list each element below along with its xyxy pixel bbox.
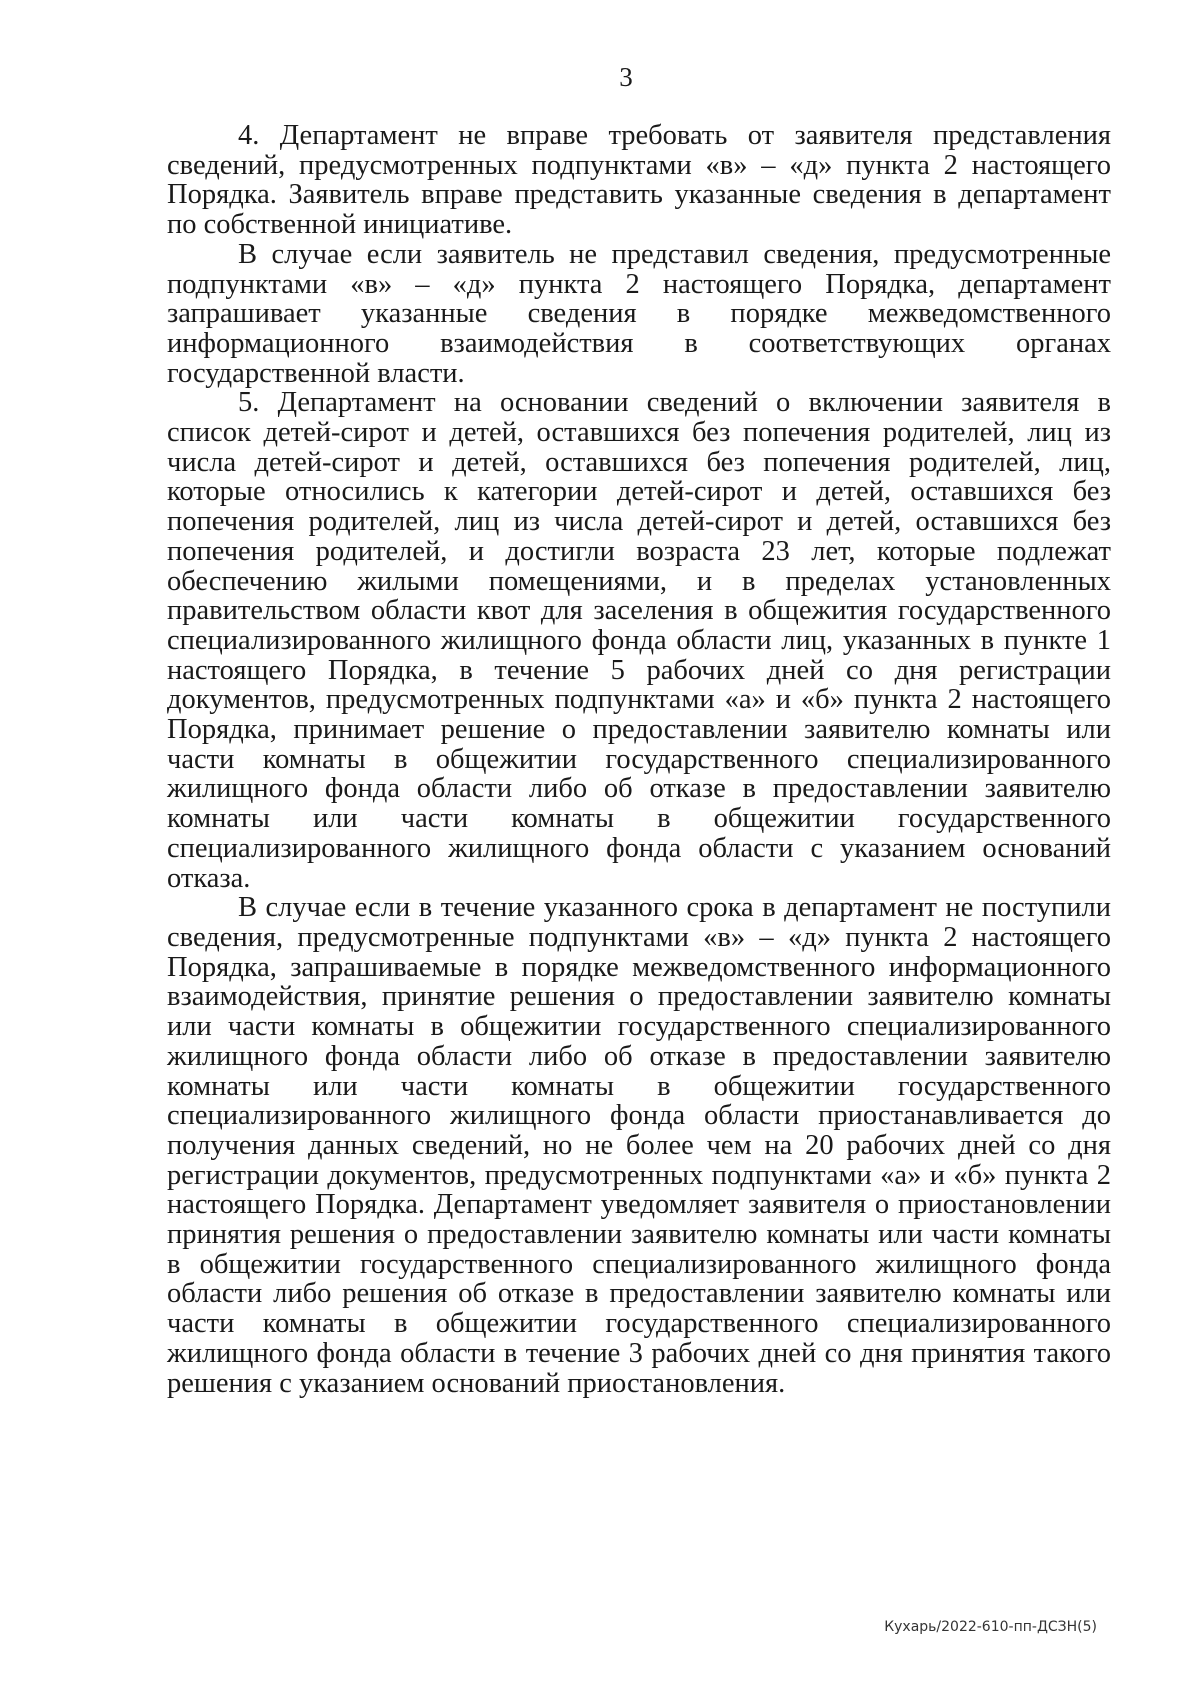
paragraph-item-4: 4. Департамент не вправе требовать от заявителя представления сведений, предусмотренных подпунктами «в» – «д» пункта 2 настоящего Порядка. Заявитель вправе представить указанные сведения в департамент по собственной инициативе. <box>167 120 1111 241</box>
document-registration-code: Кухарь/2022-610-пп-ДСЗН(5) <box>884 1619 1097 1635</box>
paragraph-item-5: 5. Департамент на основании сведений о включении заявителя в список детей-сирот и детей, оставшихся без попечения родителей, лиц из числа детей-сирот и детей, оставшихся без попечения родителей, лиц, которые относились к категории детей-сирот и детей, оставшихся без попечения родителей, лиц из числа детей-сирот и детей, оставшихся без попечения родителей, и достигли возраста 23 лет, которые подлежат обеспечению жилыми помещениями, и в пределах установленных правительством области квот для заселения в общежития государственного специализированного жилищного фонда области лиц, указанных в пункте 1 настоящего Порядка, в течение 5 рабочих дней со дня регистрации документов, предусмотренных подпунктами «а» и «б» пункта 2 настоящего Порядка, принимает решение о предоставлении заявителю комнаты или части комнаты в общежитии государственного специализированного жилищного фонда области либо об отказе в предоставлении заявителю комнаты или части комнаты в общежитии государственного специализированного жилищного фонда области с указанием оснований отказа. <box>167 387 1111 894</box>
document-body <box>167 121 1111 1398</box>
paragraph-suspension: В случае если в течение указанного срока в департамент не поступили сведения, предусмотренные подпунктами «в» – «д» пункта 2 настоящего Порядка, запрашиваемые в порядке межведомственного информационного взаимодействия, принятие решения о предоставлении заявителю комнаты или части комнаты в общежитии государственного специализированного жилищного фонда области либо об отказе в предоставлении заявителю комнаты или части комнаты в общежитии государственного специализированного жилищного фонда области приостанавливается до получения данных сведений, но не более чем на 20 рабочих дней со дня регистрации документов, предусмотренных подпунктами «а» и «б» пункта 2 настоящего Порядка. Департамент уведомляет заявителя о приостановлении принятия решения о предоставлении заявителю комнаты или части комнаты в общежитии государственного специализированного жилищного фонда области либо решения об отказе в предоставлении заявителю комнаты или части комнаты в общежитии государственного специализированного жилищного фонда области в течение 3 рабочих дней со дня принятия такого решения с указанием оснований приостановления. <box>167 892 1111 1399</box>
page-number: 3 <box>619 62 633 92</box>
paragraph-interagency-request: В случае если заявитель не представил сведения, предусмотренные подпунктами «в» – «д» пункта 2 настоящего Порядка, департамент запрашивает указанные сведения в порядке межведомственного информационного взаимодействия в соответствующих органах государственной власти. <box>167 238 1111 389</box>
